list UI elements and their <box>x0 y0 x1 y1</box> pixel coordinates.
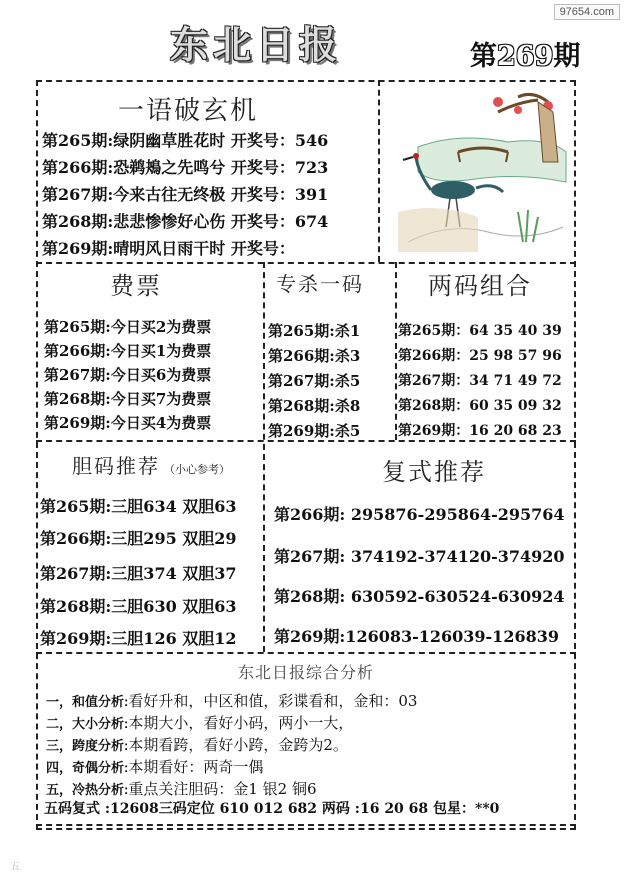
issue-number <box>470 34 580 73</box>
liangma-row: 第265期：64 35 40 39 <box>398 323 562 339</box>
danma-row: 第267期:三胆374 双胆37 <box>40 564 237 583</box>
analysis-row <box>46 712 353 733</box>
divider <box>36 262 576 264</box>
danma-row: 第268期:三胆630 双胆63 <box>40 597 237 616</box>
issue-prefix: 第 <box>470 41 497 72</box>
fushi-row: 第268期: 630592-630524-630924 <box>274 587 565 606</box>
liangma-row: 第267期：34 71 49 72 <box>398 373 562 389</box>
riddle-row: 第267期:今来古往无终极 开奖号：391 <box>42 185 329 204</box>
feipiao-row: 第267期:今日买6为费票 <box>44 366 212 384</box>
riddle-row: 第265期:绿阴幽草胜花时 开奖号：546 <box>42 131 329 150</box>
summary-line: 五码复式 :12608三码定位 610 012 682 两码 :16 20 68 包星：**0 <box>44 801 500 817</box>
analysis-title: 东北日报综合分析 <box>238 663 375 682</box>
analysis-label: 四，奇偶分析: <box>46 760 129 775</box>
fushi-row: 第269期:126083-126039-126839 <box>274 627 559 646</box>
analysis-text: 重点关注胆码：金1 银2 铜6 <box>128 780 317 798</box>
zhuansha-row: 第269期:杀5 <box>268 422 361 440</box>
feipiao-row: 第266期:今日买1为费票 <box>44 342 212 360</box>
issue-num: 269 <box>497 41 554 72</box>
divider <box>263 262 265 652</box>
masthead-title: 东北日报 <box>170 22 343 67</box>
feipiao-row: 第268期:今日买7为费票 <box>44 390 212 408</box>
feipiao-row: 第265期:今日买2为费票 <box>44 318 212 336</box>
analysis-row <box>46 778 317 799</box>
analysis-label: 三，跨度分析: <box>46 738 129 753</box>
analysis-label: 二，大小分析: <box>46 716 129 731</box>
fushi-title: 复式推荐 <box>382 458 486 486</box>
analysis-row <box>46 734 348 755</box>
divider <box>395 262 397 440</box>
zhuansha-row: 第267期:杀5 <box>268 372 361 390</box>
page-number: 五 <box>10 862 20 873</box>
riddle-title: 一语破玄机 <box>118 96 259 126</box>
liangma-title: 两码组合 <box>428 272 532 300</box>
danma-title <box>72 450 230 479</box>
divider <box>36 824 576 826</box>
riddle-row: 第268期:悲悲惨惨好心伤 开奖号：674 <box>42 212 329 231</box>
divider <box>36 652 576 654</box>
analysis-text: 本期大小，看好小码，两小一大， <box>128 714 354 732</box>
danma-row: 第265期:三胆634 双胆63 <box>40 497 237 516</box>
analysis-text: 看好升和，中区和值，彩谍看和，金和：03 <box>128 692 418 710</box>
liangma-row: 第266期：25 98 57 96 <box>398 348 562 364</box>
site-watermark: 97654.com <box>554 4 620 20</box>
fushi-row: 第267期: 374192-374120-374920 <box>274 547 565 566</box>
divider <box>378 80 380 262</box>
liangma-row: 第268期：60 35 09 32 <box>398 398 562 414</box>
analysis-row <box>46 690 417 711</box>
danma-title-text: 胆码推荐 <box>72 454 160 478</box>
feipiao-title: 费票 <box>110 272 162 300</box>
crane-illustration <box>398 92 568 252</box>
feipiao-row: 第269期:今日买4为费票 <box>44 414 212 432</box>
analysis-row <box>46 756 263 777</box>
riddle-row: 第269期:晴明风日雨干时 开奖号： <box>42 239 295 258</box>
danma-row: 第269期:三胆126 双胆12 <box>40 629 237 648</box>
danma-row: 第266期:三胆295 双胆29 <box>40 529 237 548</box>
zhuansha-row: 第268期:杀8 <box>268 397 361 415</box>
zhuansha-row: 第265期:杀1 <box>268 322 361 340</box>
analysis-label: 五，冷热分析: <box>46 782 129 797</box>
zhuansha-title: 专杀一码 <box>276 272 364 296</box>
analysis-text: 本期看好：两奇一偶 <box>128 758 264 776</box>
riddle-row: 第266期:恐鹈鴂之先鸣兮 开奖号：723 <box>42 158 329 177</box>
analysis-label: 一，和值分析: <box>46 694 129 709</box>
analysis-text: 本期看跨，看好小跨，金跨为2。 <box>128 736 348 754</box>
issue-suffix: 期 <box>553 41 581 72</box>
liangma-row: 第269期：16 20 68 23 <box>398 423 562 439</box>
zhuansha-row: 第266期:杀3 <box>268 347 361 365</box>
fushi-row: 第266期: 295876-295864-295764 <box>274 505 565 524</box>
danma-note: （小心参考） <box>164 463 230 476</box>
